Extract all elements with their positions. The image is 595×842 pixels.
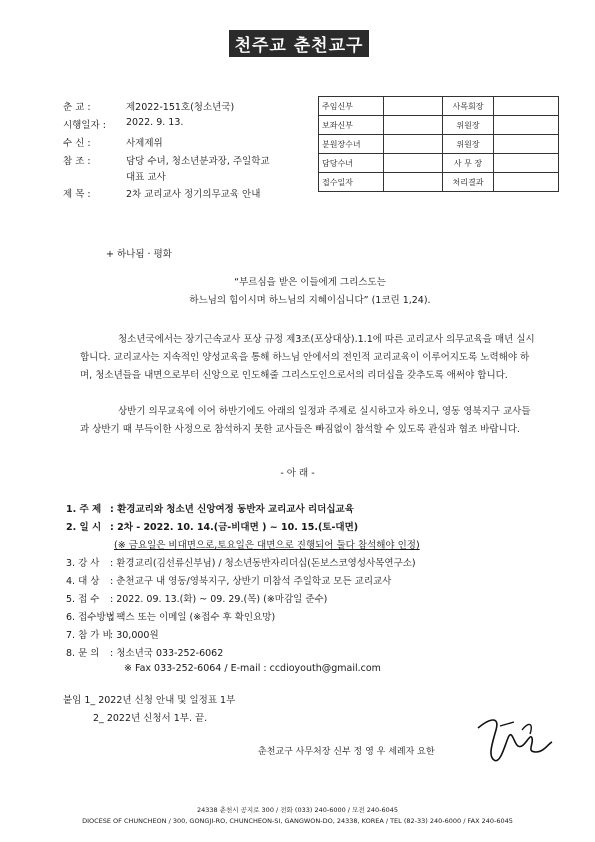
item-value-schedule-note: (※ 금요일은 비대면으로,토요일은 대면으로 진행되어 둘다 참석해야 인정) — [114, 540, 420, 551]
approval-label: 위원장 — [443, 116, 494, 135]
signature-line: 춘천교구 사무처장 신부 정 영 우 세례자 요한 — [258, 747, 435, 757]
approval-cell — [494, 97, 559, 116]
item-value-topic: : 환경교리와 청소년 신앙여정 동반자 교리교사 리더십교육 — [110, 504, 354, 515]
approval-cell — [494, 173, 559, 192]
approval-label: 주임신부 — [319, 97, 384, 116]
approval-cell — [384, 97, 443, 116]
item-label-contact: 8. 문 의 — [66, 648, 100, 659]
item-label-fee: 7. 참 가 비 — [66, 630, 112, 641]
header-value-reference: 담당 수녀, 청소년분과장, 주일학교 — [126, 156, 270, 167]
approval-label: 담당수녀 — [319, 154, 384, 173]
item-value-schedule: : 2차 - 2022. 10. 14.(금-비대면 ) ~ 10. 15.(토-대면) — [110, 522, 359, 533]
attachment-1: 붙임 1_ 2022년 신청 안내 및 일정표 1부 — [63, 695, 236, 706]
attachment-2: 2_ 2022년 신청서 1부. 끝. — [93, 713, 208, 724]
approval-cell — [384, 135, 443, 154]
header-label-recipient: 수 신 : — [63, 138, 91, 149]
approval-label: 사 무 장 — [443, 154, 494, 173]
header-value-doc-no: 제2022-151호(청소년국) — [126, 102, 235, 113]
approval-cell — [384, 154, 443, 173]
section-title: - 아 래 - — [280, 468, 315, 479]
header-value-recipient: 사제제위 — [126, 138, 163, 149]
header-value-date: 2022. 9. 13. — [126, 117, 184, 128]
header-label-reference: 참 조 : — [63, 156, 91, 167]
approval-row — [319, 154, 559, 173]
item-label-registration: 5. 접 수 — [66, 594, 100, 605]
item-value-contact: : 청소년국 033-252-6062 — [110, 648, 224, 659]
header-label-subject: 제 목 : — [63, 189, 91, 200]
approval-row — [319, 116, 559, 135]
item-label-lecturer: 3. 강 사 — [66, 558, 100, 569]
approval-cell — [494, 135, 559, 154]
item-label-topic: 1. 주 제 — [66, 504, 102, 515]
approval-label: 처리결과 — [443, 173, 494, 192]
header-label-doc-no: 춘 교 : — [63, 102, 91, 113]
item-value-registration: : 2022. 09. 13.(화) ~ 09. 29.(목) (※마감일 준수) — [110, 594, 328, 605]
approval-label: 분원장수녀 — [319, 135, 384, 154]
approval-label: 보좌신부 — [319, 116, 384, 135]
document-title: 천주교 춘천교구 — [229, 30, 369, 57]
body-paragraph-2: 상반기 의무교육에 이어 하반기에도 아래의 일정과 주제로 실시하고자 하오니, 영동 영북지구 교사들과 상반기 때 부득이한 사정으로 참석하지 못한 교사들은 빠짐없이 참석할 수 있도록 관심과 협조 바랍니다. — [80, 406, 531, 435]
footer-address-english: DIOCESE OF CHUNCHEON / 300, GONGJI-RO, CHUNCHEON-SI, GANGWON-DO, 24338, KOREA / TEL (82-33) 240-6000 / FAX 240-6045 — [82, 817, 513, 825]
greeting: + 하나됨 · 평화 — [106, 249, 172, 260]
approval-cell — [384, 116, 443, 135]
item-value-fee: : 30,000원 — [110, 630, 159, 641]
approval-cell — [494, 116, 559, 135]
item-value-lecturer: : 환경교리(김선류신부님) / 청소년동반자리더십(돈보스코영성사목연구소) — [110, 558, 416, 569]
footer-address-korean: 24338 춘천시 공지로 300 / 전화 (033) 240-6000 / 모전 240-6045 — [197, 806, 398, 814]
approval-row — [319, 173, 559, 192]
approval-table — [318, 96, 559, 192]
handwritten-signature — [470, 708, 560, 768]
scripture-quote-line-2: 하느님의 힘이시며 하느님의 지혜이십니다” (1코린 1,24). — [189, 295, 431, 306]
approval-label: 위원장 — [443, 135, 494, 154]
approval-row — [319, 135, 559, 154]
approval-label: 접수일자 — [319, 173, 384, 192]
item-value-target: : 춘천교구 내 영동/영북지구, 상반기 미참석 주일학교 모든 교리교사 — [110, 576, 392, 587]
scripture-quote-line-1: “부르심을 받은 이들에게 그리스도는 — [234, 277, 386, 288]
header-value-subject: 2차 교리교사 정기의무교육 안내 — [126, 189, 261, 200]
body-paragraph-1: 청소년국에서는 장기근속교사 포상 규정 제3조(포상대상).1.1에 따른 교리교사 의무교육을 매년 실시합니다. 교리교사는 지속적인 양성교육을 통해 하느님 안에서의 전인적 교리교육이 이루어지도록 노력해야 하며, 청소년들을 내면으로부터 신앙으로 인도해줄 그리스도인으로서의 리더십을 갖추도록 애써야 합니다. — [80, 334, 535, 381]
item-label-method: 6. 접수방법 — [66, 612, 115, 623]
item-label-target: 4. 대 상 — [66, 576, 100, 587]
item-label-schedule: 2. 일 시 — [66, 522, 102, 533]
approval-label: 사목회장 — [443, 97, 494, 116]
header-value-reference-cont: 대표 교사 — [126, 172, 166, 183]
item-value-method: : 팩스 또는 이메일 (※접수 후 확인요망) — [110, 612, 276, 623]
approval-row — [319, 97, 559, 116]
item-value-contact-fax: ※ Fax 033-252-6064 / E-mail : ccdioyouth@gmail.com — [124, 663, 381, 674]
approval-cell — [494, 154, 559, 173]
approval-cell — [384, 173, 443, 192]
header-label-date: 시행일자 : — [63, 120, 106, 131]
